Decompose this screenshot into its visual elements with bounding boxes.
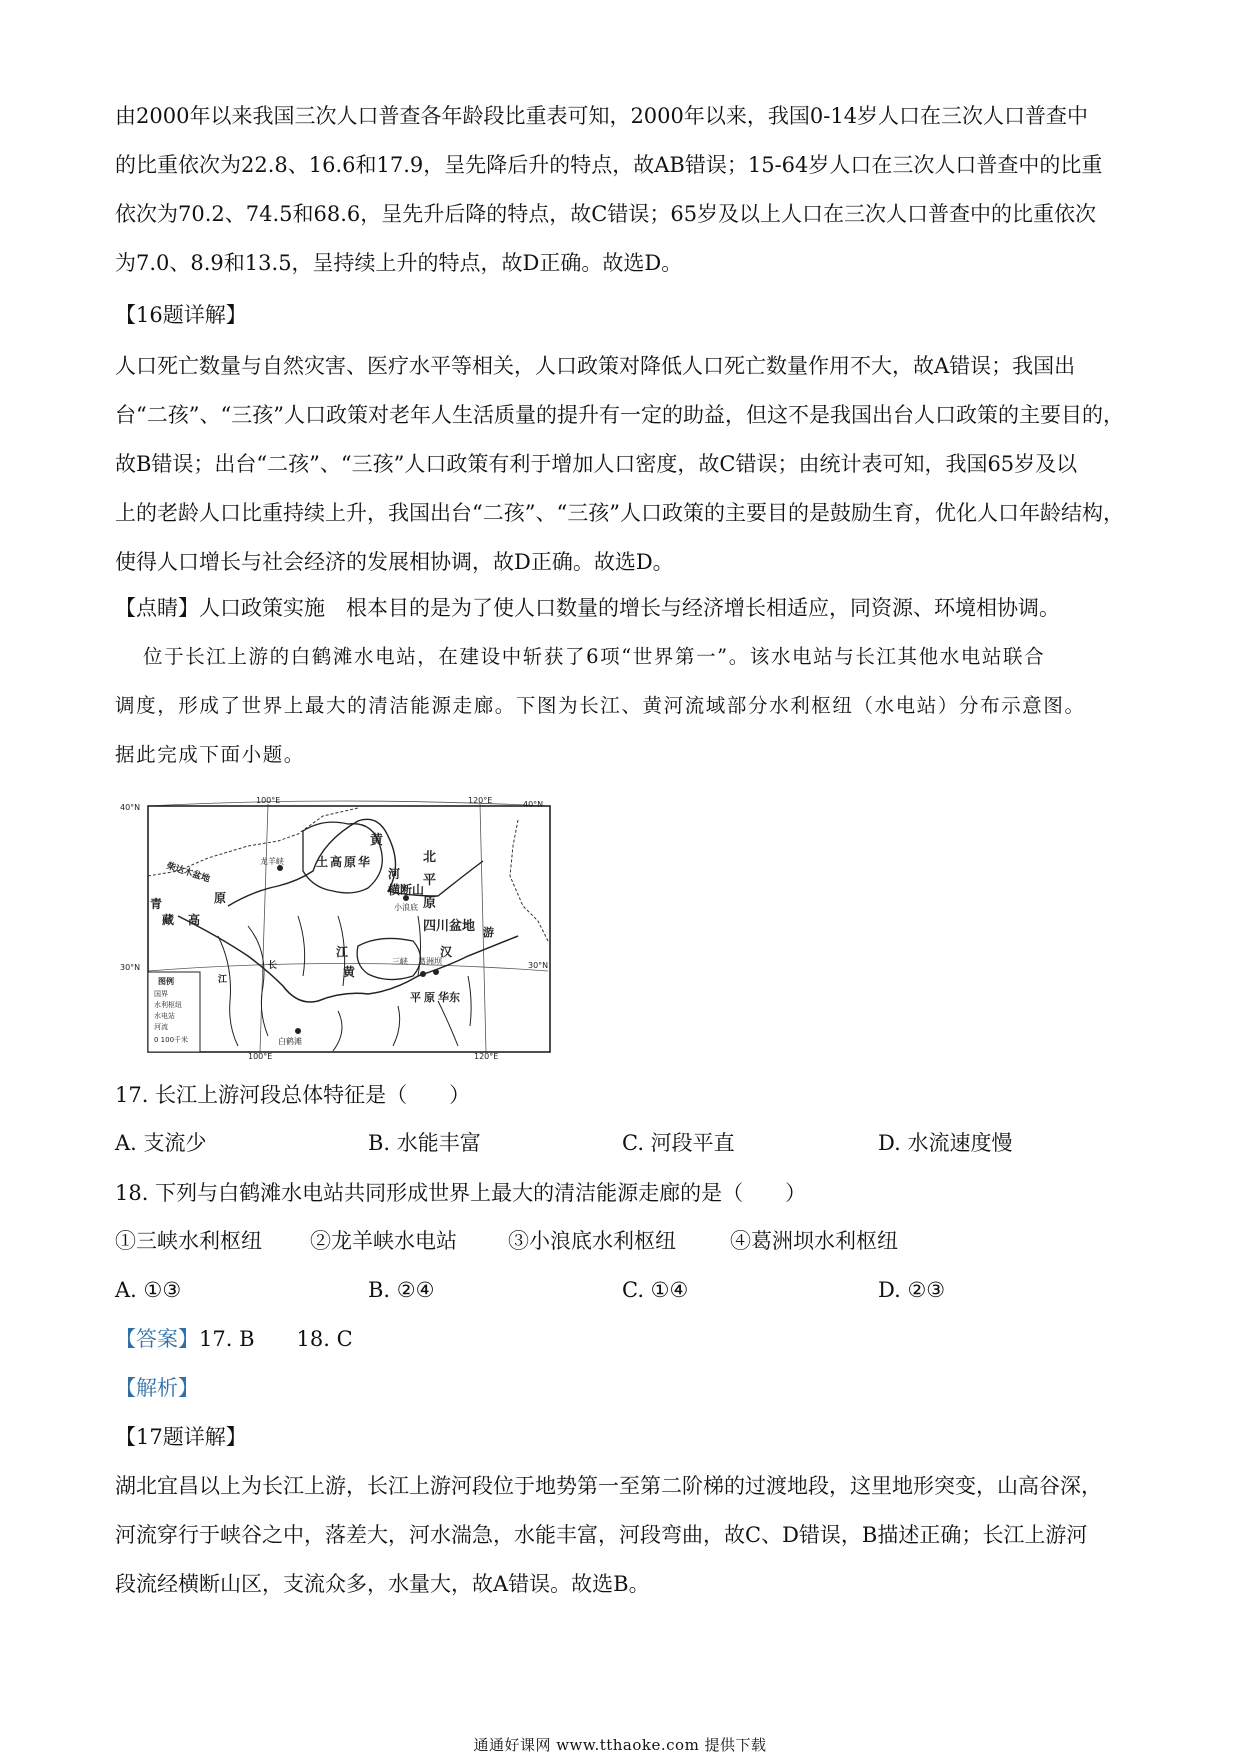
text-line: 位于长江上游的白鹤滩水电站，在建设中斩获了6项“世界第一”。该水电站与长江其他水电站联合 — [143, 645, 1046, 668]
answer-label: 【答案】 — [115, 1327, 199, 1351]
q18-item: ③小浪底水利枢纽 — [508, 1229, 676, 1253]
region-label: 原 — [423, 896, 437, 911]
q17-option-a[interactable]: A. 支流少 — [115, 1131, 207, 1155]
q18-item: ①三峡水利枢纽 — [115, 1229, 262, 1253]
q17-stem: 17. 长江上游河段总体特征是（ ） — [115, 1083, 471, 1107]
region-label: 黄 — [370, 833, 384, 848]
text-line: 的比重依次为22.8、16.6和17.9，呈先降后升的特点，故AB错误；15-64岁人口在三次人口普查中的比重 — [115, 153, 1103, 177]
q16-paragraph — [115, 342, 1135, 587]
legend-item: 水电站 — [154, 1012, 175, 1020]
legend-title: 图例 — [158, 977, 174, 986]
region-label: 汉 — [440, 945, 453, 959]
region-label: 横断山 — [388, 883, 425, 897]
text-line: 台“二孩”、“三孩”人口政策对老年人生活质量的提升有一定的助益，但这不是我国出台人口政策的主要目的， — [115, 403, 1124, 427]
text-line: 调度，形成了世界上最大的清洁能源走廊。下图为长江、黄河流域部分水利枢纽（水电站）分布示意图。 — [115, 694, 1086, 717]
q17-heading: 【17题详解】 — [115, 1425, 247, 1449]
q18-option-a[interactable]: A. ①③ — [115, 1278, 182, 1302]
q17-option-c[interactable]: C. 河段平直 — [622, 1131, 735, 1155]
region-label: 平 — [423, 873, 437, 888]
q16-heading: 【16题详解】 — [115, 303, 247, 327]
legend-item: 国界 — [154, 990, 168, 998]
text-line: 人口死亡数量与自然灾害、医疗水平等相关，人口政策对降低人口死亡数量作用不大，故A错误；我国出 — [115, 354, 1076, 378]
station-dot — [420, 971, 426, 977]
region-label: 华东 — [438, 991, 460, 1004]
station-dot — [295, 1028, 301, 1034]
region-label: 高 — [330, 855, 343, 869]
text-line: 为7.0、8.9和13.5，呈持续上升的特点，故D正确。故选D。 — [115, 251, 683, 275]
region-label: 黄 — [343, 965, 356, 979]
q18-option-c[interactable]: C. ①④ — [622, 1278, 689, 1302]
analysis-label: 【解析】 — [115, 1376, 199, 1400]
lat-label: 30°N — [528, 961, 549, 970]
text-line: 河流穿行于峡谷之中，落差大，河水湍急，水能丰富，河段弯曲，故C、D错误，B描述正确；长江上游河 — [115, 1523, 1088, 1547]
text-line: 依次为70.2、74.5和68.6，呈先升后降的特点，故C错误；65岁及以上人口在三次人口普查中的比重依次 — [115, 202, 1097, 226]
q17-paragraph — [115, 1462, 1135, 1609]
text-line: 由2000年以来我国三次人口普查各年龄段比重表可知，2000年以来，我国0-14岁人口在三次人口普查中 — [115, 104, 1089, 128]
region-label: 平 — [410, 991, 421, 1004]
page-footer: 通通好课网 www.tthaoke.com 提供下载 — [473, 1736, 767, 1754]
lat-label: 40°N — [523, 800, 544, 809]
text-line: 上的老龄人口比重持续上升，我国出台“二孩”、“三孩”人口政策的主要目的是鼓励生育，优化人口年龄结构， — [115, 501, 1124, 525]
region-label: 柴达木盆地 — [165, 861, 211, 885]
answer-text: 17. B 18. C — [199, 1327, 353, 1351]
q18-option-d[interactable]: D. ②③ — [878, 1278, 946, 1302]
lat-label: 30°N — [120, 963, 141, 972]
region-label: 四川盆地 — [423, 919, 476, 934]
lon-label: 100°E — [248, 1052, 273, 1060]
answer-line — [115, 1324, 353, 1354]
station-label: 龙羊峡 — [260, 857, 284, 866]
river-basin-map — [118, 796, 554, 1060]
q17-option-b[interactable]: B. 水能丰富 — [368, 1131, 481, 1155]
text-line: 段流经横断山区，支流众多，水量大，故A错误。故选B。 — [115, 1572, 650, 1596]
q18-stem: 18. 下列与白鹤滩水电站共同形成世界上最大的清洁能源走廊的是（ ） — [115, 1181, 807, 1205]
region-label: 华 — [358, 855, 371, 869]
q18-item: ②龙羊峡水电站 — [310, 1229, 457, 1253]
station-dot — [433, 969, 439, 975]
legend-item: 水利枢纽 — [154, 1001, 182, 1009]
lat-label: 40°N — [120, 803, 141, 812]
dianjing-note: 【点睛】人口政策实施 根本目的是为了使人口数量的增长与经济增长相适应，同资源、环境相协调。 — [115, 596, 1060, 620]
region-label: 原 — [214, 891, 227, 905]
station-label: 小浪底 — [394, 903, 418, 912]
lon-label: 120°E — [474, 1052, 499, 1060]
text-line: 使得人口增长与社会经济的发展相协调，故D正确。故选D。 — [115, 550, 674, 574]
lon-label: 100°E — [256, 796, 281, 805]
legend-item: 河流 — [154, 1023, 168, 1031]
text-line: 故B错误；出台“二孩”、“三孩”人口政策有利于增加人口密度，故C错误；由统计表可知，我国65岁及以 — [115, 452, 1078, 476]
station-label: 葛洲坝 — [418, 957, 442, 966]
text-line: 湖北宜昌以上为长江上游，长江上游河段位于地势第一至第二阶梯的过渡地段，这里地形突变，山高谷深， — [115, 1474, 1102, 1498]
q18-option-b[interactable]: B. ②④ — [368, 1278, 435, 1302]
material-paragraph — [115, 632, 1133, 779]
q18-item: ④葛洲坝水利枢纽 — [730, 1229, 898, 1253]
region-label: 藏 — [162, 913, 175, 927]
region-label: 土 — [316, 855, 329, 869]
station-label: 三峡 — [392, 957, 408, 966]
station-label: 白鹤滩 — [278, 1037, 302, 1046]
region-label: 原 — [424, 991, 435, 1004]
intro-paragraph — [115, 92, 1135, 288]
region-label: 江 — [336, 945, 349, 959]
map-svg — [118, 796, 554, 1060]
region-label: 游 — [483, 926, 494, 939]
region-label: 高 — [188, 913, 201, 927]
text-line: 据此完成下面小题。 — [115, 743, 305, 766]
region-label: 江 — [218, 975, 228, 985]
region-label: 原 — [344, 855, 357, 869]
region-label: 河 — [388, 867, 401, 881]
region-label: 长 — [268, 961, 278, 971]
legend-item: 0 100千米 — [154, 1036, 189, 1044]
region-label: 青 — [150, 897, 163, 911]
lon-label: 120°E — [468, 796, 493, 805]
region-label: 北 — [423, 850, 437, 865]
q17-option-d[interactable]: D. 水流速度慢 — [878, 1131, 1013, 1155]
